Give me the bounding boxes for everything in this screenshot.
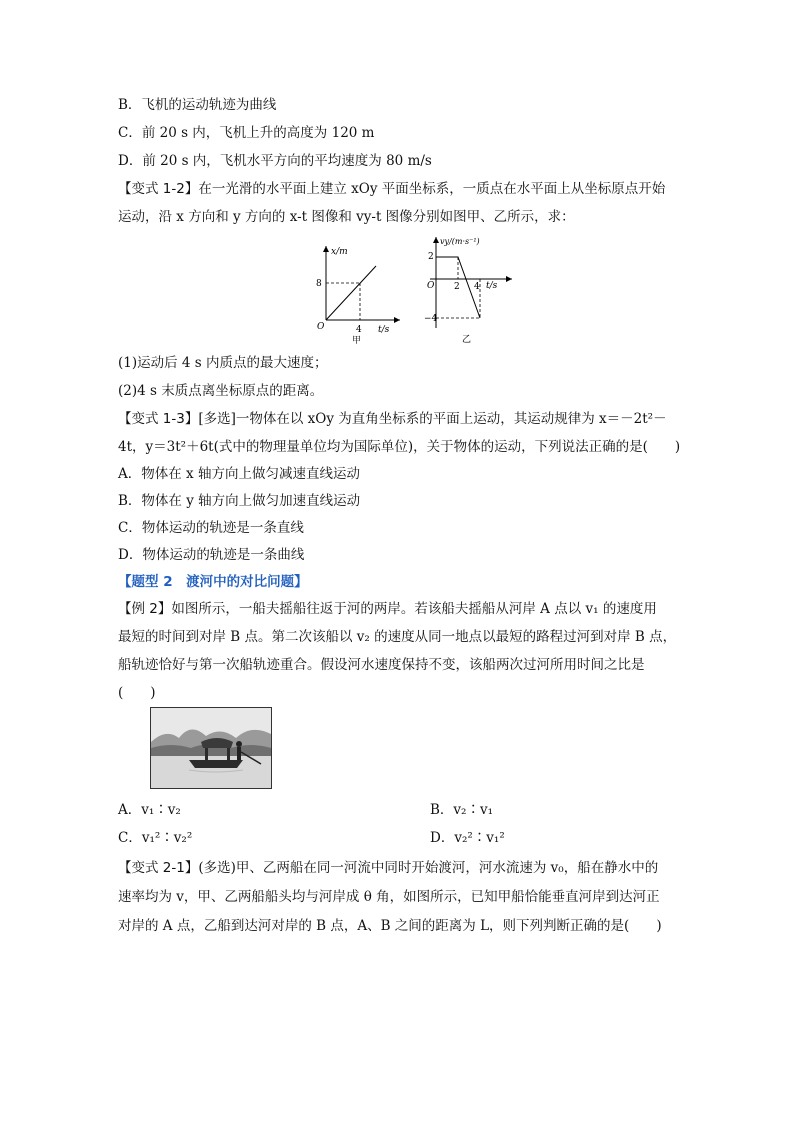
boat-photo-drawing — [151, 708, 271, 788]
fig2-caption: 乙 — [462, 335, 472, 344]
example-2-option-a: A．v₁∶v₂ — [118, 802, 181, 818]
example-2-text1: 如图所示，一船夫摇船往返于河的两岸。若该船夫摇船从河岸 A 点以 v₁ 的速度用 — [171, 601, 657, 617]
fig1-origin: O — [317, 322, 325, 332]
variant-1-3-option-a: A．物体在 x 轴方向上做匀减速直线运动 — [118, 466, 360, 482]
example-2-option-d: D．v₂²∶v₁² — [430, 830, 505, 846]
variant-2-1-text1: (多选)甲、乙两船在同一河流中同时开始渡河，河水流速为 v₀，船在静水中的 — [198, 860, 659, 876]
fig1-ytick: 8 — [316, 279, 322, 289]
variant-1-2-q2: (2)4 s 末质点离坐标原点的距离。 — [118, 383, 324, 399]
example-2-option-c: C．v₁²∶v₂² — [118, 830, 193, 846]
variant-1-3-tag: 【变式 1-3】 — [118, 411, 199, 427]
option-c: C．前 20 s 内，飞机上升的高度为 120 m — [118, 125, 375, 141]
variant-2-1-tag: 【变式 2-1】 — [118, 860, 199, 876]
variant-1-3-option-b: B．物体在 y 轴方向上做匀加速直线运动 — [118, 493, 361, 509]
variant-1-3-text1: [多选]一物体在以 xOy 为直角坐标系的平面上运动，其运动规律为 x＝－2t²－ — [198, 411, 667, 427]
variant-1-2-line2: 运动，沿 x 方向和 y 方向的 x-t 图像和 vy-t 图像分别如图甲、乙所示，求： — [118, 209, 575, 225]
example-2-line1 — [118, 600, 657, 618]
fig1-ylabel: x/m — [331, 247, 348, 257]
fig2-xlabel: t/s — [486, 281, 498, 291]
variant-1-2-q1: (1)运动后 4 s 内质点的最大速度； — [118, 355, 328, 371]
variant-1-3-line1 — [118, 410, 667, 428]
variant-2-1-line3: 对岸的 A 点，乙船到达河对岸的 B 点，A、B 之间的距离为 L，则下列判断正确的是( ) — [118, 918, 662, 934]
variant-1-2-line1 — [118, 180, 665, 198]
fig2-xtick1: 2 — [454, 282, 460, 292]
fig1-caption: 甲 — [352, 336, 362, 345]
boat-photo — [150, 707, 272, 789]
fig1-data-line — [326, 266, 376, 320]
variant-1-3-option-d: D．物体运动的轨迹是一条曲线 — [118, 547, 305, 563]
fig2-xtick2: 4 — [474, 282, 480, 292]
fig2-ytick-neg: −4 — [424, 314, 438, 324]
variant-1-3-line2: 4t，y＝3t²＋6t(式中的物理量单位均为国际单位)，关于物体的运动，下列说法正确的是( ) — [118, 439, 681, 455]
option-b: B．飞机的运动轨迹为曲线 — [118, 97, 277, 113]
fig2-origin: O — [427, 281, 435, 291]
fig1-xlabel: t/s — [378, 325, 390, 335]
example-2-option-b: B．v₂∶v₁ — [430, 802, 493, 818]
figure-yi — [420, 232, 520, 344]
example-2-line2: 最短的时间到对岸 B 点。第二次该船以 v₂ 的速度从同一地点以最短的路程过河到对岸 B 点， — [118, 629, 677, 645]
fig1-xtick: 4 — [356, 325, 362, 335]
example-2-line3: 船轨迹恰好与第一次船轨迹重合。假设河水速度保持不变，该船两次过河所用时间之比是 — [118, 657, 645, 673]
variant-2-1-line2: 速率均为 v，甲、乙两船船头均与河岸成 θ 角，如图所示，已知甲船恰能垂直河岸到达河正 — [118, 889, 660, 905]
variant-1-2-tag: 【变式 1-2】 — [118, 181, 199, 197]
fig2-ytick-pos: 2 — [428, 252, 434, 262]
section-heading-2: 【题型 2 渡河中的对比问题】 — [118, 574, 308, 590]
example-2-tag: 【例 2】 — [118, 601, 172, 617]
variant-1-2-text1: 在一光滑的水平面上建立 xOy 平面坐标系，一质点在水平面上从坐标原点开始 — [198, 181, 666, 197]
variant-2-1-line1 — [118, 859, 658, 877]
fig2-ylabel: vy/(m·s⁻¹) — [440, 237, 480, 246]
example-2-line4: ( ) — [118, 685, 156, 701]
figure-jia — [312, 240, 402, 345]
option-d: D．前 20 s 内，飞机水平方向的平均速度为 80 m/s — [118, 153, 432, 169]
variant-1-3-option-c: C．物体运动的轨迹是一条直线 — [118, 520, 304, 536]
